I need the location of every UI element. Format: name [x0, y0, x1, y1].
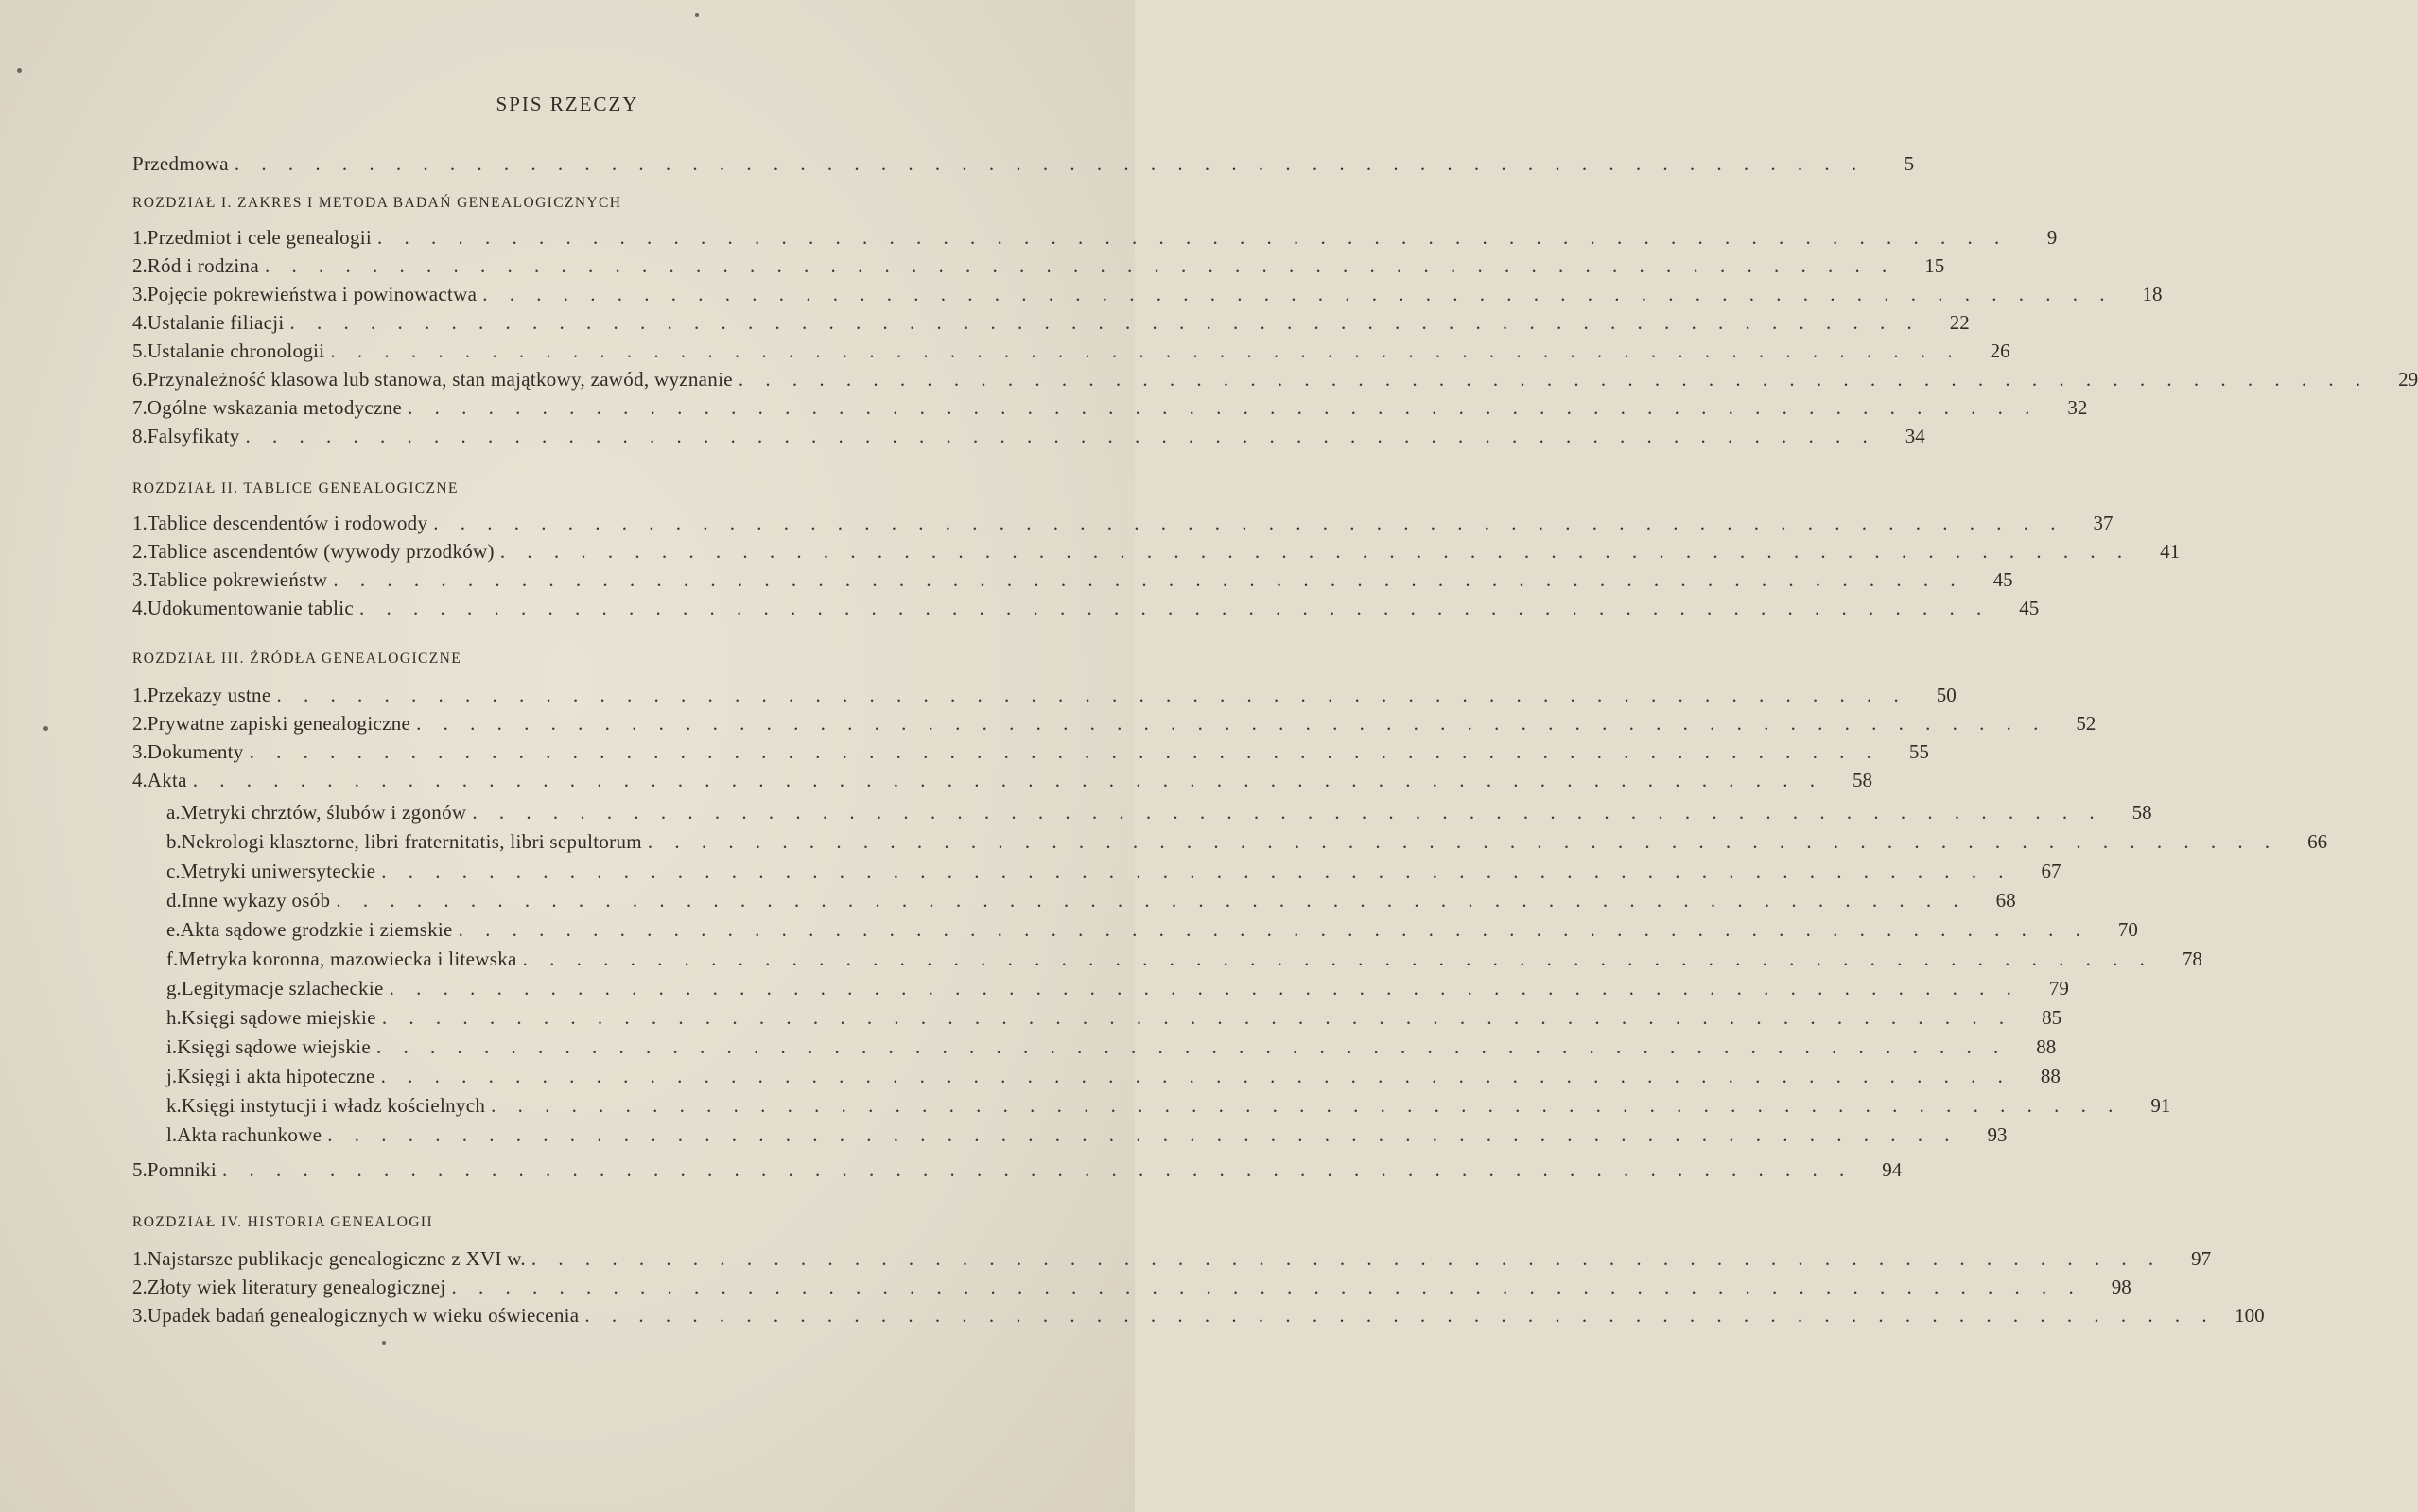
dot-leader: . . . . . . . . . . . . . . . . . . . . . . . . . . . . . . . . . . . . . . . . . . . . . . . . . . . . . . . . . . . . . [499, 540, 2131, 563]
dot-leader: . . . . . . . . . . . . . . . . . . . . . . . . . . . . . . . . . . . . . . . . . . . . . . . . . . . . . . . . . . . . . [647, 830, 2279, 853]
dot-leader: . . . . . . . . . . . . . . . . . . . . . . . . . . . . . . . . . . . . . . . . . . . . . . . . . . . . . . . . . . . . . [472, 801, 2103, 824]
entry-number: h. [166, 1006, 182, 1029]
dot-leader: . . . . . . . . . . . . . . . . . . . . . . . . . . . . . . . . . . . . . . . . . . . . . . . . . . . . . . . . . . . . . [276, 684, 1907, 706]
dot-leader: . . . . . . . . . . . . . . . . . . . . . . . . . . . . . . . . . . . . . . . . . . . . . . . . . . . . . . . . . . . . . [380, 1065, 2011, 1087]
toc-subentry [166, 915, 2138, 944]
entry-page-number: 29 [2398, 368, 2418, 391]
entry-number: 3. [132, 1304, 148, 1327]
paper-speck [17, 68, 22, 73]
paper-speck [43, 726, 48, 731]
toc-entry-preface [132, 149, 1915, 178]
chapter-heading: ROZDZIAŁ IV. HISTORIA GENEALOGII [132, 1214, 434, 1230]
dot-leader: . . . . . . . . . . . . . . . . . . . . . . . . . . . . . . . . . . . . . . . . . . . . . . . . . . . . . . . . . . . . . [234, 152, 1866, 175]
dot-leader: . . . . . . . . . . . . . . . . . . . . . . . . . . . . . . . . . . . . . . . . . . . . . . . . . . . . . . . . . . . . . [458, 918, 2089, 941]
dot-leader: . . . . . . . . . . . . . . . . . . . . . . . . . . . . . . . . . . . . . . . . . . . . . . . . . . . . . . . . . . . . . [433, 512, 2064, 534]
dot-leader: . . . . . . . . . . . . . . . . . . . . . . . . . . . . . . . . . . . . . . . . . . . . . . . . . . . . . . . . . . . . . [375, 1035, 2008, 1058]
entry-page-number: 52 [2076, 712, 2096, 735]
entry-number: l. [166, 1123, 178, 1146]
toc-entry [132, 280, 2163, 308]
entry-label: Złoty wiek literatury genealogicznej [147, 1276, 446, 1298]
entry-label: Księgi instytucji i władz kościelnych [181, 1094, 486, 1117]
entry-page-number: 55 [1908, 740, 1929, 763]
toc-entry [132, 1301, 2265, 1330]
toc-subentry [166, 1091, 2171, 1120]
entry-number: 5. [132, 339, 148, 362]
entry-label: Prywatne zapiski genealogiczne [147, 712, 411, 735]
entry-number: 2. [132, 540, 148, 563]
dot-leader: . . . . . . . . . . . . . . . . . . . . . . . . . . . . . . . . . . . . . . . . . . . . . . . . . . . . . . . . . . . . . [491, 1094, 2122, 1117]
entry-page-number: 98 [2111, 1276, 2131, 1298]
entry-label: Pojęcie pokrewieństwa i powinowactwa [147, 283, 478, 305]
entry-page-number: 18 [2142, 283, 2163, 305]
entry-label: Akta [147, 769, 187, 791]
entry-label: Udokumentowanie tablic [147, 597, 355, 619]
entry-label: Przedmiot i cele genealogii [147, 226, 373, 249]
dot-leader: . . . . . . . . . . . . . . . . . . . . . . . . . . . . . . . . . . . . . . . . . . . . . . . . . . . . . . . . . . . . . [359, 597, 1991, 619]
toc-entry [132, 337, 2010, 365]
entry-page-number: 97 [2191, 1247, 2212, 1270]
dot-leader: . . . . . . . . . . . . . . . . . . . . . . . . . . . . . . . . . . . . . . . . . . . . . . . . . . . . . . . . . . . . . [245, 425, 1876, 447]
entry-label: Przedmowa [132, 152, 229, 175]
toc-subentry [166, 1121, 2008, 1149]
entry-page-number: 100 [2235, 1304, 2265, 1327]
entry-label: Akta rachunkowe [177, 1123, 322, 1146]
entry-page-number: 34 [1905, 425, 1925, 447]
entry-number: 1. [132, 226, 148, 249]
dot-leader: . . . . . . . . . . . . . . . . . . . . . . . . . . . . . . . . . . . . . . . . . . . . . . . . . . . . . . . . . . . . . [192, 769, 1824, 791]
entry-page-number: 37 [2093, 512, 2114, 534]
entry-page-number: 45 [2019, 597, 2040, 619]
toc-entry [132, 709, 2096, 738]
entry-number: 8. [132, 425, 148, 447]
paper-speck [695, 13, 699, 17]
toc-subentry [166, 886, 2016, 914]
entry-number: 7. [132, 396, 148, 419]
entry-label: Ustalanie filiacji [147, 311, 285, 334]
entry-page-number: 68 [1995, 889, 2016, 912]
entry-page-number: 26 [1990, 339, 2010, 362]
entry-number: 4. [132, 311, 148, 334]
entry-page-number: 66 [2307, 830, 2328, 853]
page-title: SPIS RZECZY [496, 93, 639, 115]
toc-entry [132, 422, 1925, 450]
dot-leader: . . . . . . . . . . . . . . . . . . . . . . . . . . . . . . . . . . . . . . . . . . . . . . . . . . . . . . . . . . . . . [531, 1247, 2163, 1270]
toc-subentry [166, 857, 2061, 885]
entry-page-number: 88 [2040, 1065, 2061, 1087]
paper-speck [382, 1341, 386, 1345]
entry-page-number: 5 [1904, 152, 1915, 175]
entry-number: e. [166, 918, 181, 941]
entry-label: Najstarsze publikacje genealogiczne z XVI w. [147, 1247, 526, 1270]
dot-leader: . . . . . . . . . . . . . . . . . . . . . . . . . . . . . . . . . . . . . . . . . . . . . . . . . . . . . . . . . . . . . [451, 1276, 2082, 1298]
dot-leader: . . . . . . . . . . . . . . . . . . . . . . . . . . . . . . . . . . . . . . . . . . . . . . . . . . . . . . . . . . . . . [408, 396, 2039, 419]
entry-label: Tablice descendentów i rodowody [147, 512, 428, 534]
entry-label: Tablice pokrewieństw [147, 568, 328, 591]
entry-label: Księgi i akta hipoteczne [177, 1065, 375, 1087]
dot-leader: . . . . . . . . . . . . . . . . . . . . . . . . . . . . . . . . . . . . . . . . . . . . . . . . . . . . . . . . . . . . . [333, 568, 1964, 591]
dot-leader: . . . . . . . . . . . . . . . . . . . . . . . . . . . . . . . . . . . . . . . . . . . . . . . . . . . . . . . . . . . . . [264, 254, 1896, 277]
entry-number: f. [166, 947, 179, 970]
dot-leader: . . . . . . . . . . . . . . . . . . . . . . . . . . . . . . . . . . . . . . . . . . . . . . . . . . . . . . . . . . . . . [584, 1304, 2216, 1327]
entry-number: 5. [132, 1158, 148, 1181]
toc-entry [132, 766, 1873, 794]
entry-label: Pomniki [147, 1158, 217, 1181]
toc-subentry [166, 1033, 2057, 1061]
entry-page-number: 50 [1936, 684, 1957, 706]
entry-label: Inne wykazy osób [181, 889, 331, 912]
dot-leader: . . . . . . . . . . . . . . . . . . . . . . . . . . . . . . . . . . . . . . . . . . . . . . . . . . . . . . . . . . . . . [381, 860, 2012, 882]
entry-number: b. [166, 830, 182, 853]
entry-number: 3. [132, 740, 148, 763]
toc-subentry [166, 827, 2328, 856]
entry-label: Legitymacje szlacheckie [181, 977, 384, 999]
entry-number: 3. [132, 283, 148, 305]
toc-subentry [166, 798, 2152, 826]
entry-label: Dokumenty [147, 740, 244, 763]
chapter-heading: ROZDZIAŁ I. ZAKRES I METODA BADAŃ GENEALOGICZNYCH [132, 195, 622, 211]
entry-page-number: 79 [2048, 977, 2069, 999]
entry-label: Księgi sądowe miejskie [181, 1006, 376, 1029]
dot-leader: . . . . . . . . . . . . . . . . . . . . . . . . . . . . . . . . . . . . . . . . . . . . . . . . . . . . . . . . . . . . . [389, 977, 2020, 999]
entry-label: Metryka koronna, mazowiecka i litewska [178, 947, 517, 970]
toc-entry [132, 393, 2088, 422]
toc-subentry [166, 974, 2069, 1002]
entry-page-number: 94 [1882, 1158, 1903, 1181]
entry-number: 2. [132, 1276, 148, 1298]
chapter-heading: ROZDZIAŁ III. ŹRÓDŁA GENEALOGICZNE [132, 651, 462, 667]
entry-page-number: 32 [2067, 396, 2088, 419]
entry-label: Księgi sądowe wiejskie [177, 1035, 371, 1058]
toc-entry [132, 252, 1945, 280]
dot-leader: . . . . . . . . . . . . . . . . . . . . . . . . . . . . . . . . . . . . . . . . . . . . . . . . . . . . . . . . . . . . . [330, 339, 1961, 362]
entry-number: 2. [132, 254, 148, 277]
entry-number: 1. [132, 512, 148, 534]
toc-entry [132, 1244, 2212, 1273]
entry-number: 4. [132, 769, 148, 791]
toc-subentry [166, 1062, 2061, 1090]
entry-number: d. [166, 889, 182, 912]
dot-leader: . . . . . . . . . . . . . . . . . . . . . . . . . . . . . . . . . . . . . . . . . . . . . . . . . . . . . . . . . . . . . [377, 226, 2009, 249]
dot-leader: . . . . . . . . . . . . . . . . . . . . . . . . . . . . . . . . . . . . . . . . . . . . . . . . . . . . . . . . . . . . . [327, 1123, 1958, 1146]
entry-page-number: 91 [2150, 1094, 2171, 1117]
entry-label: Ustalanie chronologii [147, 339, 325, 362]
entry-label: Akta sądowe grodzkie i ziemskie [180, 918, 453, 941]
entry-page-number: 88 [2036, 1035, 2057, 1058]
entry-page-number: 67 [2041, 860, 2061, 882]
toc-subentry [166, 1003, 2062, 1032]
toc-entry [132, 308, 1970, 337]
entry-number: 1. [132, 684, 148, 706]
entry-number: 2. [132, 712, 148, 735]
entry-page-number: 45 [1992, 568, 2013, 591]
entry-number: a. [166, 801, 181, 824]
toc-entry [132, 738, 1929, 766]
entry-label: Nekrologi klasztorne, libri fraternitatis, libri sepultorum [181, 830, 642, 853]
entry-page-number: 15 [1924, 254, 1945, 277]
dot-leader: . . . . . . . . . . . . . . . . . . . . . . . . . . . . . . . . . . . . . . . . . . . . . . . . . . . . . . . . . . . . . [289, 311, 1921, 334]
toc-entry [132, 537, 2181, 565]
entry-label: Ród i rodzina [147, 254, 259, 277]
entry-number: 1. [132, 1247, 148, 1270]
chapter-heading: ROZDZIAŁ II. TABLICE GENEALOGICZNE [132, 480, 459, 496]
dot-leader: . . . . . . . . . . . . . . . . . . . . . . . . . . . . . . . . . . . . . . . . . . . . . . . . . . . . . . . . . . . . . [249, 740, 1880, 763]
entry-page-number: 70 [2117, 918, 2138, 941]
entry-number: g. [166, 977, 182, 999]
entry-number: j. [166, 1065, 178, 1087]
dot-leader: . . . . . . . . . . . . . . . . . . . . . . . . . . . . . . . . . . . . . . . . . . . . . . . . . . . . . . . . . . . . . [482, 283, 2114, 305]
toc-entry [132, 509, 2114, 537]
toc-entry [132, 565, 2013, 594]
entry-label: Metryki chrztów, ślubów i zgonów [180, 801, 467, 824]
toc-entry [132, 1156, 1903, 1184]
entry-label: Upadek badań genealogicznych w wieku oświecenia [147, 1304, 580, 1327]
entry-number: 3. [132, 568, 148, 591]
entry-number: k. [166, 1094, 182, 1117]
entry-label: Przynależność klasowa lub stanowa, stan majątkowy, zawód, wyznanie [147, 368, 733, 391]
entry-number: 6. [132, 368, 148, 391]
entry-page-number: 22 [1949, 311, 1970, 334]
toc-entry [132, 365, 2418, 393]
entry-page-number: 85 [2042, 1006, 2062, 1029]
entry-label: Metryki uniwersyteckie [180, 860, 376, 882]
entry-label: Ogólne wskazania metodyczne [147, 396, 403, 419]
entry-label: Falsyfikaty [147, 425, 240, 447]
entry-label: Przekazy ustne [147, 684, 271, 706]
entry-page-number: 78 [2182, 947, 2202, 970]
dot-leader: . . . . . . . . . . . . . . . . . . . . . . . . . . . . . . . . . . . . . . . . . . . . . . . . . . . . . . . . . . . . . [222, 1158, 1853, 1181]
toc-entry [132, 223, 2058, 252]
entry-page-number: 58 [1853, 769, 1873, 791]
entry-number: i. [166, 1035, 178, 1058]
dot-leader: . . . . . . . . . . . . . . . . . . . . . . . . . . . . . . . . . . . . . . . . . . . . . . . . . . . . . . . . . . . . . [522, 947, 2153, 970]
entry-number: c. [166, 860, 181, 882]
entry-page-number: 58 [2131, 801, 2152, 824]
dot-leader: . . . . . . . . . . . . . . . . . . . . . . . . . . . . . . . . . . . . . . . . . . . . . . . . . . . . . . . . . . . . . [738, 368, 2370, 391]
dot-leader: . . . . . . . . . . . . . . . . . . . . . . . . . . . . . . . . . . . . . . . . . . . . . . . . . . . . . . . . . . . . . [381, 1006, 2013, 1029]
dot-leader: . . . . . . . . . . . . . . . . . . . . . . . . . . . . . . . . . . . . . . . . . . . . . . . . . . . . . . . . . . . . . [336, 889, 1967, 912]
toc-entry [132, 594, 2040, 622]
toc-entry [132, 1273, 2131, 1301]
entry-page-number: 93 [1987, 1123, 2008, 1146]
entry-page-number: 41 [2160, 540, 2181, 563]
dot-leader: . . . . . . . . . . . . . . . . . . . . . . . . . . . . . . . . . . . . . . . . . . . . . . . . . . . . . . . . . . . . . [416, 712, 2047, 735]
toc-entry [132, 681, 1957, 709]
entry-label: Tablice ascendentów (wywody przodków) [147, 540, 495, 563]
entry-number: 4. [132, 597, 148, 619]
toc-subentry [166, 945, 2202, 973]
entry-page-number: 9 [2046, 226, 2058, 249]
